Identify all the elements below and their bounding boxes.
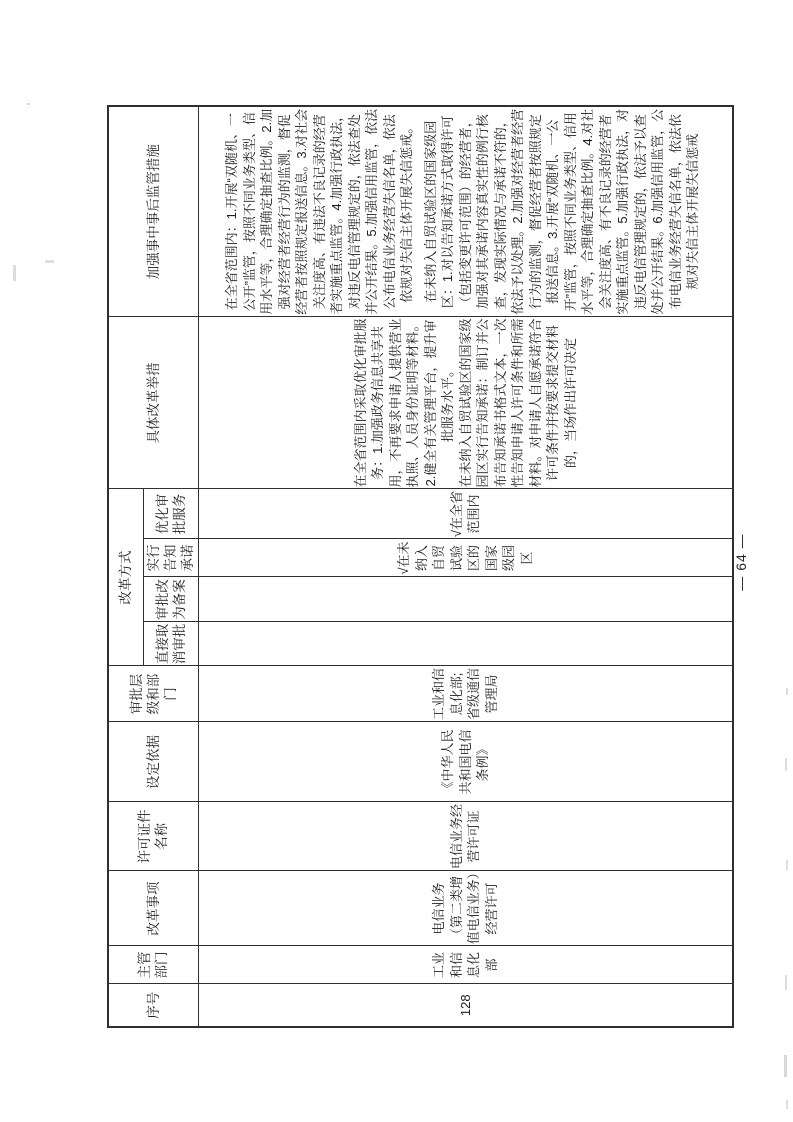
page-number: — 64 — bbox=[733, 533, 749, 591]
cell-serial: 128 bbox=[198, 984, 733, 1027]
col-header-supervision: 加强事中事后监管措施 bbox=[108, 106, 198, 317]
col-header-license-name: 许可证件名称 bbox=[108, 802, 198, 871]
reform-measures-paragraph-2: 在未纳入自贸试验区的国家级园区实行告知承诺：制订并公布告知承诺书格式文本，一次性告知申请人许可条件和所需材料。对申请人自愿承诺符合许可条件并按要求提交材料的，当场作出许可决定 bbox=[457, 318, 578, 488]
reform-items-table bbox=[107, 105, 734, 1028]
col-header-reform-method-group: 改革方式 bbox=[108, 489, 143, 666]
cell-reform-measures bbox=[198, 317, 733, 489]
scan-speck bbox=[785, 758, 787, 771]
col-header-approval-level: 审批层级和部门 bbox=[108, 666, 198, 722]
col-header-method-filing: 审批改为备案 bbox=[143, 577, 198, 622]
supervision-paragraph-1: 在全省范围内：1.开展“双随机、一公开”监管，按照不同业务类型、信用水平等，合理确定抽查比例。2.加强对经营者经营行为的监测，督促经营者按照规定报送信息。3.对社会关注度高、有违法不良记录的经营者实施重点监管。4.加强行政执法，对违反电信管理规定的，依法查处并公开结果。5.加强信用监管，依法公布电信业务经营失信名单，依法依规对失信主体开展失信惩戒。 bbox=[224, 108, 414, 315]
cell-method-commitment: √在未纳入自贸试验区的国家级园区 bbox=[198, 539, 733, 577]
cell-legal-basis: 《中华人民共和国电信条例》 bbox=[198, 722, 733, 802]
scan-speck bbox=[45, 260, 54, 263]
col-header-reform-measures: 具体改革举措 bbox=[108, 317, 198, 489]
scan-speck bbox=[13, 265, 16, 281]
scan-speck bbox=[784, 1055, 787, 1077]
header-row-1 bbox=[108, 106, 143, 1027]
cell-license-name: 电信业务经营许可证 bbox=[198, 802, 733, 871]
cell-method-cancel bbox=[198, 622, 733, 666]
cell-approval-level: 工业和信息化部;省级通信管理局 bbox=[198, 666, 733, 722]
scan-speck bbox=[27, 103, 30, 105]
cell-supervision bbox=[198, 106, 733, 317]
cell-department: 工业和信息化部 bbox=[198, 946, 733, 984]
reform-measures-paragraph-1: 在全省范围内采取优化审批服务：1.加强政务信息共享共用，不再要求申请人提供营业执照、人员身份证明等材料。2.健全有关管理平台，提升审批服务水平。 bbox=[352, 318, 455, 488]
table-row-128 bbox=[198, 106, 733, 1027]
col-header-department: 主管部门 bbox=[108, 946, 198, 984]
scan-speck bbox=[786, 860, 788, 870]
col-header-method-commitment: 实行告知承诺 bbox=[143, 539, 198, 577]
scan-speck bbox=[785, 975, 787, 990]
scan-speck bbox=[786, 1100, 788, 1109]
cell-method-filing bbox=[198, 577, 733, 622]
supervision-paragraph-2: 在未纳入自贸试验区的国家级园区：1.对以告知承诺方式取得许可（包括变更许可范围）的经营者，加强对其承诺内容真实性的例行核查，发现实际情况与承诺不符的，依法予以处理。2.加强对经营者经营行为的监测，督促经营者按照规定报送信息。3.开展“双随机、一公开”监管，按照不同业务类型、信用水平等，合理确定抽查比例。4.对社会关注度高、有不良记录的经营者实施重点监管。5.加强行政执法，对违反电信管理规定的，依法予以查处并公开结果。6.加强信用监管，公布电信业务经营失信名单，依法依规对失信主体开展失信惩戒 bbox=[422, 108, 700, 315]
col-header-legal-basis: 设定依据 bbox=[108, 722, 198, 802]
scan-speck bbox=[786, 688, 788, 695]
cell-method-optimize: √在全省范围内 bbox=[198, 489, 733, 539]
col-header-serial: 序号 bbox=[108, 984, 198, 1027]
col-header-reform-item: 改革事项 bbox=[108, 871, 198, 946]
col-header-method-optimize: 优化审批服务 bbox=[143, 489, 198, 539]
col-header-method-cancel: 直接取消审批 bbox=[143, 622, 198, 666]
cell-reform-item: 电信业务（第二类增值电信业务）经营许可 bbox=[198, 871, 733, 946]
